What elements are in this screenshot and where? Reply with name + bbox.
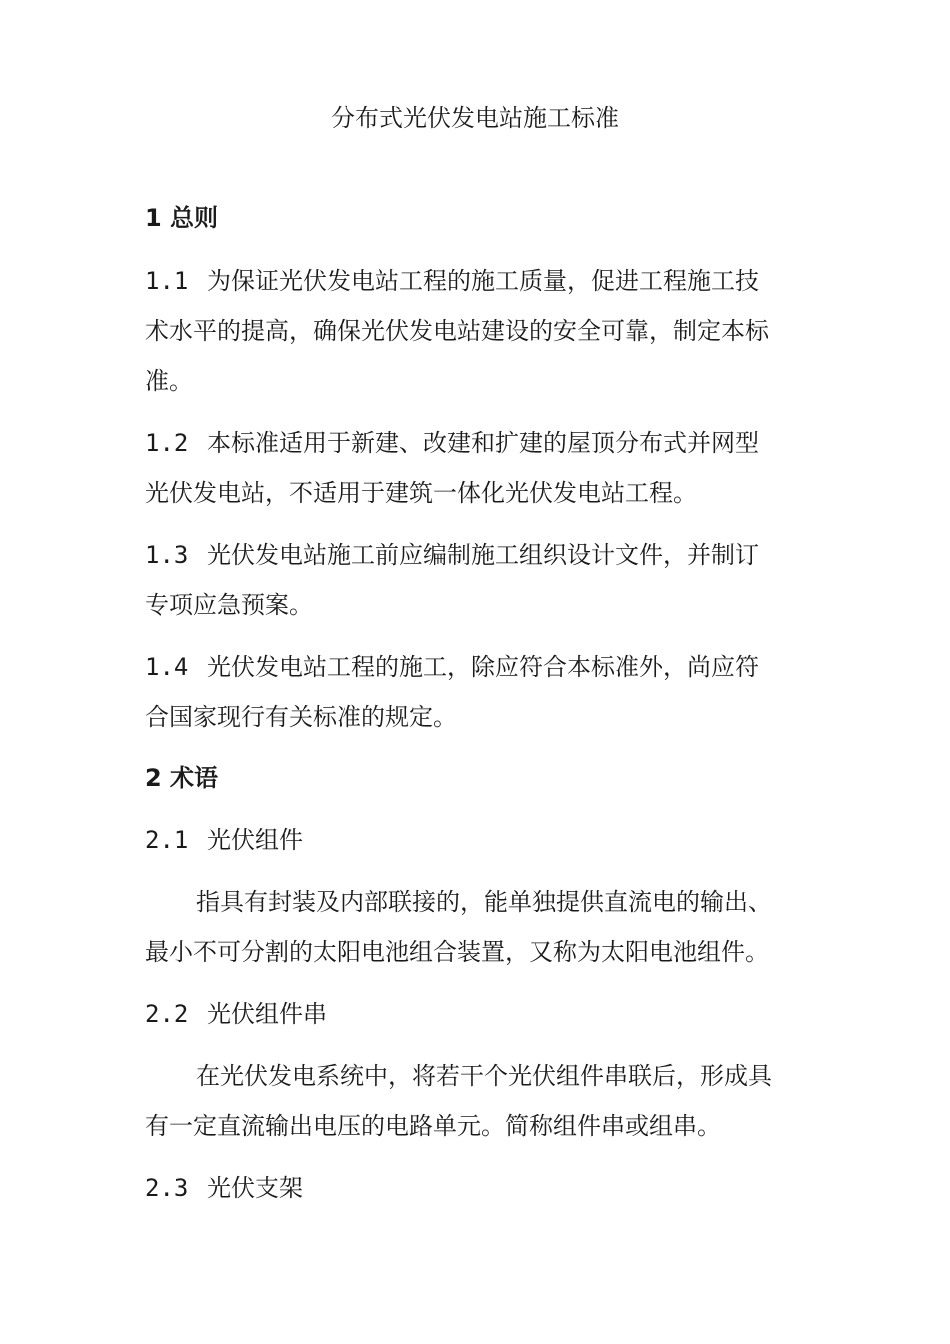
term-number: 2.2 [145, 1000, 189, 1028]
term-number: 2.1 [145, 826, 189, 854]
clause-number: 1.1 [145, 267, 189, 295]
term-2-2-definition-line-2: 有一定直流输出电压的电路单元。简称组件串或组串。 [145, 1112, 721, 1140]
clause-1-3-line-2: 专项应急预案。 [145, 591, 313, 619]
term-2-3-heading [145, 1170, 303, 1206]
clause-text: 为保证光伏发电站工程的施工质量，促进工程施工技 [207, 267, 759, 295]
clause-number: 1.2 [145, 429, 189, 457]
clause-text: 本标准适用于新建、改建和扩建的屋顶分布式并网型 [207, 429, 759, 457]
clause-1-2-line-2: 光伏发电站，不适用于建筑一体化光伏发电站工程。 [145, 479, 697, 507]
term-name: 光伏组件串 [207, 1000, 327, 1028]
clause-text: 光伏发电站施工前应编制施工组织设计文件，并制订 [207, 541, 759, 569]
section-heading-1: 1 总则 [145, 204, 219, 232]
term-2-1-heading [145, 822, 303, 858]
clause-1-1-line-3: 准。 [145, 367, 193, 395]
clause-number: 1.3 [145, 541, 189, 569]
clause-1-2-line-1 [145, 425, 759, 461]
term-2-1-definition-line-1: 指具有封装及内部联接的，能单独提供直流电的输出、 [196, 888, 772, 916]
section-heading-2: 2 术语 [145, 764, 219, 792]
document-title: 分布式光伏发电站施工标准 [331, 104, 619, 132]
clause-number: 1.4 [145, 653, 189, 681]
term-name: 光伏支架 [207, 1174, 303, 1202]
clause-1-4-line-2: 合国家现行有关标准的规定。 [145, 703, 457, 731]
clause-text: 光伏发电站工程的施工，除应符合本标准外，尚应符 [207, 653, 759, 681]
clause-1-4-line-1 [145, 649, 759, 685]
term-2-2-definition-line-1: 在光伏发电系统中，将若干个光伏组件串联后，形成具 [196, 1062, 772, 1090]
clause-1-1-line-1 [145, 263, 759, 299]
term-name: 光伏组件 [207, 826, 303, 854]
term-2-2-heading [145, 996, 327, 1032]
clause-1-1-line-2: 术水平的提高，确保光伏发电站建设的安全可靠，制定本标 [145, 317, 769, 345]
term-number: 2.3 [145, 1174, 189, 1202]
clause-1-3-line-1 [145, 537, 759, 573]
term-2-1-definition-line-2: 最小不可分割的太阳电池组合装置，又称为太阳电池组件。 [145, 938, 769, 966]
